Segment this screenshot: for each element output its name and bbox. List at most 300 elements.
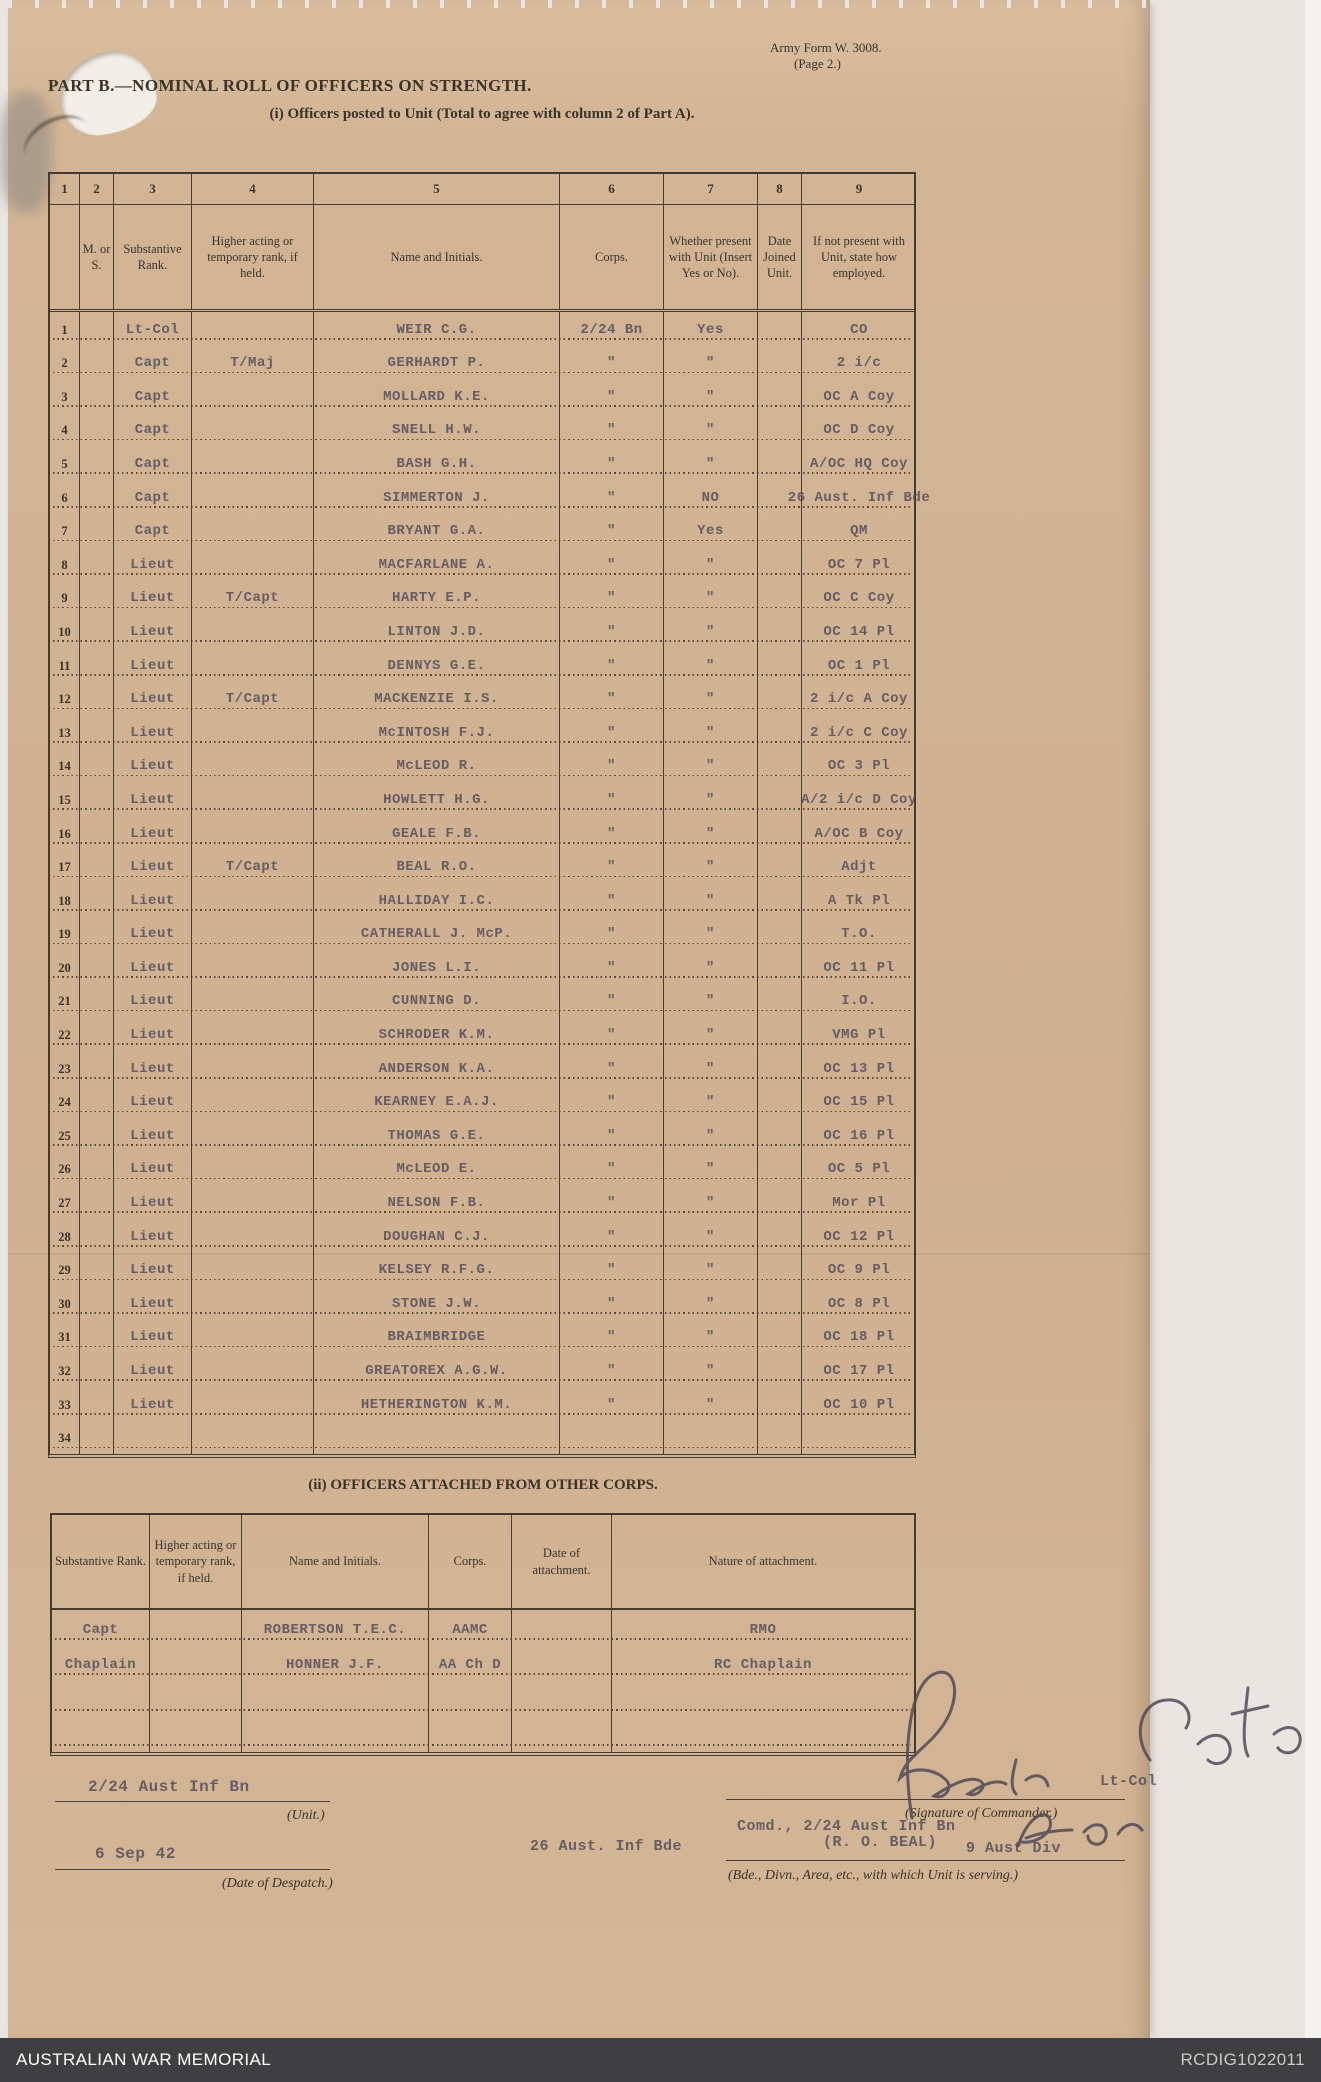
- officer-row: [50, 312, 914, 346]
- signature-rank: Lt-Col: [1100, 1773, 1158, 1790]
- cell-higher-rank: [192, 514, 314, 548]
- cell-how-employed: A Tk Pl: [827, 892, 891, 909]
- row-number: 34: [50, 1421, 80, 1455]
- cell-rank: [114, 1421, 192, 1455]
- cell-corps: AA Ch D: [429, 1646, 512, 1682]
- cell-higher-rank: [192, 917, 314, 951]
- cell-higher-rank: [192, 1387, 314, 1421]
- cell-rank: Lieut: [114, 1185, 192, 1219]
- header-row: [52, 1515, 914, 1610]
- cell-rank: Lieut: [114, 547, 192, 581]
- cell-date-joined: [758, 1353, 802, 1387]
- cell-date-joined: [758, 1387, 802, 1421]
- cell-corps: ": [560, 1051, 664, 1085]
- header-date-attachment: Date of attachment.: [512, 1515, 612, 1608]
- row-number: 32: [50, 1353, 80, 1387]
- cell-m-or-s: [80, 950, 114, 984]
- officer-row: [50, 883, 914, 917]
- cell-corps: ": [560, 917, 664, 951]
- cell-m-or-s: [80, 984, 114, 1018]
- row-number: 26: [50, 1152, 80, 1186]
- cell-higher-rank: [150, 1646, 242, 1682]
- cell-higher-rank: [192, 950, 314, 984]
- cell-m-or-s: [80, 413, 114, 447]
- cell-m-or-s: [80, 346, 114, 380]
- cell-rank: Lieut: [114, 950, 192, 984]
- cell-how-employed: OC 9 Pl: [827, 1262, 891, 1279]
- cell-rank: Lieut: [114, 614, 192, 648]
- officer-row: [50, 480, 931, 514]
- cell-date-joined: [758, 446, 802, 480]
- cell-higher-rank: T/Capt: [192, 682, 314, 716]
- attached-officer-row: [52, 1681, 914, 1717]
- cell-present: ": [664, 1320, 758, 1354]
- cell-nature-attachment: RMO: [749, 1621, 777, 1638]
- cell-date-joined: [758, 1152, 802, 1186]
- cell-how-employed: 2 i/c: [836, 355, 882, 372]
- row-number: 25: [50, 1118, 80, 1152]
- cell-name: CATHERALL J. McP.: [314, 917, 560, 951]
- cell-corps: ": [560, 379, 664, 413]
- cell-higher-rank: [150, 1681, 242, 1717]
- cell-present: ": [664, 749, 758, 783]
- unit-value: 2/24 Aust Inf Bn: [88, 1778, 250, 1796]
- cell-present: ": [664, 1286, 758, 1320]
- cell-present: ": [664, 883, 758, 917]
- cell-date-joined: [758, 1253, 802, 1287]
- cell-m-or-s: [80, 1118, 114, 1152]
- cell-name: CUNNING D.: [314, 984, 560, 1018]
- cell-how-employed: OC A Coy: [823, 388, 895, 405]
- cell-name: WEIR C.G.: [314, 312, 560, 346]
- row-number: 28: [50, 1219, 80, 1253]
- cell-date-joined: [758, 1051, 802, 1085]
- header-name: Name and Initials.: [314, 205, 560, 309]
- cell-corps: ": [560, 1320, 664, 1354]
- cell-how-employed: QM: [850, 523, 868, 540]
- cell-present: ": [664, 346, 758, 380]
- cell-name: BRAIMBRIDGE: [314, 1320, 560, 1354]
- cell-date-joined: [758, 1421, 802, 1455]
- cell-rank: Chaplain: [52, 1646, 150, 1682]
- cell-name: BRYANT G.A.: [314, 514, 560, 548]
- cell-rank: Capt: [114, 413, 192, 447]
- officer-row: [50, 1152, 914, 1186]
- officers-posted-table: [48, 172, 931, 1458]
- cell-rank: Lieut: [114, 648, 192, 682]
- cell-corps: [429, 1717, 512, 1753]
- cell-rank: Capt: [114, 480, 192, 514]
- cell-m-or-s: [80, 1253, 114, 1287]
- header-nature-attachment: Nature of attachment.: [708, 1554, 818, 1569]
- cell-present: ": [664, 715, 758, 749]
- officer-row: [50, 648, 914, 682]
- cell-rank: Lieut: [114, 581, 192, 615]
- cell-date-joined: [758, 715, 802, 749]
- cell-rank: Lieut: [114, 682, 192, 716]
- header-row: [50, 205, 914, 312]
- officer-row: [50, 346, 914, 380]
- col-num: 8: [758, 174, 802, 204]
- signature-line: [726, 1799, 1125, 1800]
- header-corps: Corps.: [429, 1515, 512, 1608]
- cell-name: MOLLARD K.E.: [314, 379, 560, 413]
- cell-m-or-s: [80, 883, 114, 917]
- cell-higher-rank: [192, 379, 314, 413]
- cell-rank: Lieut: [114, 1085, 192, 1119]
- cell-how-employed: OC 10 Pl: [823, 1396, 895, 1413]
- cell-m-or-s: [80, 1421, 114, 1455]
- officer-row: [50, 1219, 914, 1253]
- cell-higher-rank: [192, 614, 314, 648]
- cell-how-employed: Adjt: [841, 859, 877, 876]
- officer-row: [50, 1185, 914, 1219]
- cell-rank: Lieut: [114, 984, 192, 1018]
- cell-m-or-s: [80, 1387, 114, 1421]
- cell-m-or-s: [80, 514, 114, 548]
- officer-row: [50, 749, 914, 783]
- cell-how-employed: A/OC HQ Coy: [810, 455, 908, 472]
- cell-present: ": [664, 1085, 758, 1119]
- cell-m-or-s: [80, 581, 114, 615]
- officer-row: [50, 581, 914, 615]
- cell-rank: Capt: [52, 1610, 150, 1646]
- cell-corps: 2/24 Bn: [560, 312, 664, 346]
- cell-corps: ": [560, 547, 664, 581]
- cell-present: ": [664, 782, 758, 816]
- cell-how-employed: OC D Coy: [823, 422, 895, 439]
- cell-how-employed: 2 i/c C Coy: [810, 724, 908, 741]
- cell-rank: [52, 1681, 150, 1717]
- col-num: 3: [114, 174, 192, 204]
- cell-higher-rank: [192, 1421, 314, 1455]
- header-serial: [50, 205, 80, 309]
- cell-corps: ": [560, 1286, 664, 1320]
- officer-row: [50, 1387, 914, 1421]
- cell-higher-rank: [192, 547, 314, 581]
- comd-line2: (R. O. BEAL): [823, 1834, 938, 1851]
- cell-date-joined: [758, 1085, 802, 1119]
- attached-officer-row: [52, 1610, 914, 1646]
- form-number: Army Form W. 3008.: [770, 40, 882, 55]
- row-number: 3: [50, 379, 80, 413]
- cell-name: ROBERTSON T.E.C.: [242, 1610, 429, 1646]
- cell-corps: ": [560, 1253, 664, 1287]
- row-number: 24: [50, 1085, 80, 1119]
- cell-date-joined: [758, 346, 802, 380]
- cell-m-or-s: [80, 379, 114, 413]
- cell-higher-rank: [192, 1353, 314, 1387]
- attached-officer-row: [52, 1646, 914, 1682]
- cell-date-joined: [758, 749, 802, 783]
- cell-higher-rank: [192, 883, 314, 917]
- cell-nature-attachment: RC Chaplain: [714, 1657, 812, 1673]
- cell-rank: Lieut: [114, 1219, 192, 1253]
- cell-how-employed: A/OC B Coy: [814, 825, 904, 842]
- row-number: 10: [50, 614, 80, 648]
- cell-name: [242, 1681, 429, 1717]
- cell-name: HONNER J.F.: [242, 1646, 429, 1682]
- row-number: 19: [50, 917, 80, 951]
- cell-present: ": [664, 1353, 758, 1387]
- cell-corps: ": [560, 850, 664, 884]
- cell-name: [242, 1717, 429, 1753]
- cell-rank: Lieut: [114, 749, 192, 783]
- cell-present: ": [664, 648, 758, 682]
- cell-higher-rank: T/Maj: [192, 346, 314, 380]
- row-number: 18: [50, 883, 80, 917]
- cell-rank: Lieut: [114, 782, 192, 816]
- cell-name: HOWLETT H.G.: [314, 782, 560, 816]
- cell-how-employed: OC 12 Pl: [823, 1228, 895, 1245]
- cell-corps: ": [560, 1219, 664, 1253]
- cell-rank: Lieut: [114, 816, 192, 850]
- cell-corps: ": [560, 1353, 664, 1387]
- cell-present: ": [664, 614, 758, 648]
- cell-corps: ": [560, 1152, 664, 1186]
- cell-higher-rank: [192, 816, 314, 850]
- cell-m-or-s: [80, 850, 114, 884]
- officer-row: [50, 446, 914, 480]
- cell-present: ": [664, 581, 758, 615]
- cell-name: DENNYS G.E.: [314, 648, 560, 682]
- cell-date-joined: [758, 950, 802, 984]
- cell-present: ": [664, 917, 758, 951]
- cell-present: [664, 1421, 758, 1455]
- cell-name: MACFARLANE A.: [314, 547, 560, 581]
- row-number: 27: [50, 1185, 80, 1219]
- archive-name: AUSTRALIAN WAR MEMORIAL: [16, 2050, 272, 2069]
- officer-row: [50, 984, 914, 1018]
- header-higher-rank: Higher acting or temporary rank, if held.: [192, 205, 314, 309]
- cell-rank: Capt: [114, 514, 192, 548]
- serving-label: (Bde., Divn., Area, etc., with which Unit is serving.): [728, 1868, 1019, 1883]
- despatch-date-label: (Date of Despatch.): [222, 1876, 333, 1891]
- cell-how-employed: 2 i/c A Coy: [810, 691, 908, 708]
- officer-row: [50, 1286, 914, 1320]
- cell-present: ": [664, 547, 758, 581]
- officer-row: [50, 1118, 914, 1152]
- cell-name: GREATOREX A.G.W.: [314, 1353, 560, 1387]
- cell-date-joined: [758, 379, 802, 413]
- cell-m-or-s: [80, 1017, 114, 1051]
- row-number: 31: [50, 1320, 80, 1354]
- cell-date-joined: [758, 1320, 802, 1354]
- cell-present: ": [664, 1219, 758, 1253]
- despatch-date-line: [55, 1869, 330, 1870]
- officer-row: [50, 1017, 914, 1051]
- cell-higher-rank: [192, 1017, 314, 1051]
- row-number: 11: [50, 648, 80, 682]
- cell-present: ": [664, 1253, 758, 1287]
- record-id: RCDIG1022011: [1180, 2050, 1305, 2069]
- cell-name: KELSEY R.F.G.: [314, 1253, 560, 1287]
- row-number: 13: [50, 715, 80, 749]
- cell-higher-rank: [192, 715, 314, 749]
- cell-corps: ": [560, 1085, 664, 1119]
- cell-corps: ": [560, 782, 664, 816]
- col-num: 1: [50, 174, 80, 204]
- cell-how-employed: OC 1 Pl: [827, 657, 891, 674]
- cell-how-employed: A/2 i/c D Coy: [801, 791, 917, 808]
- row-number: 17: [50, 850, 80, 884]
- cell-how-employed: OC C Coy: [823, 590, 895, 607]
- header-substantive-rank: Substantive Rank.: [52, 1515, 150, 1608]
- attached-officer-row: [52, 1717, 914, 1753]
- cell-rank: Lieut: [114, 1320, 192, 1354]
- col-num: 9: [855, 181, 863, 196]
- form-reference: [770, 40, 920, 73]
- row-number: 8: [50, 547, 80, 581]
- cell-date-joined: [758, 1017, 802, 1051]
- row-number: 15: [50, 782, 80, 816]
- cell-corps: ": [560, 581, 664, 615]
- officer-row: [50, 950, 914, 984]
- cell-present: NO: [664, 480, 758, 514]
- cell-how-employed: OC 17 Pl: [823, 1363, 895, 1379]
- cell-how-employed: Mor Pl: [832, 1195, 886, 1212]
- row-number: 7: [50, 514, 80, 548]
- cell-date-joined: [758, 413, 802, 447]
- cell-date-joined: [758, 883, 802, 917]
- cell-m-or-s: [80, 1320, 114, 1354]
- cell-higher-rank: [192, 782, 314, 816]
- cell-corps: ": [560, 1185, 664, 1219]
- cell-present: Yes: [664, 312, 758, 346]
- cell-corps: ": [560, 749, 664, 783]
- officer-row: [50, 782, 917, 816]
- row-number: 20: [50, 950, 80, 984]
- cell-corps: ": [560, 480, 664, 514]
- cell-how-employed: OC 13 Pl: [823, 1060, 895, 1077]
- cell-name: GEALE F.B.: [314, 816, 560, 850]
- cell-higher-rank: T/Capt: [192, 850, 314, 884]
- cell-date-joined: [758, 850, 802, 884]
- cell-higher-rank: [192, 1253, 314, 1287]
- cell-how-employed: OC 11 Pl: [823, 959, 895, 976]
- cell-corps: ": [560, 648, 664, 682]
- cell-date-joined: [758, 782, 802, 816]
- cell-higher-rank: [192, 413, 314, 447]
- perforated-edge: [8, 0, 1150, 8]
- cell-date-joined: [758, 1286, 802, 1320]
- row-number: 1: [50, 312, 80, 346]
- cell-higher-rank: [192, 648, 314, 682]
- viewer-footer-bar: [0, 2038, 1321, 2082]
- cell-how-employed: OC 14 Pl: [823, 623, 895, 640]
- cell-higher-rank: [192, 984, 314, 1018]
- cell-date-attachment: [512, 1681, 612, 1717]
- cell-name: ANDERSON K.A.: [314, 1051, 560, 1085]
- cell-rank: Lieut: [114, 883, 192, 917]
- cell-higher-rank: [192, 1051, 314, 1085]
- officer-row: [50, 547, 914, 581]
- cell-higher-rank: [192, 480, 314, 514]
- cell-m-or-s: [80, 1085, 114, 1119]
- header-corps: Corps.: [560, 205, 664, 309]
- cell-present: ": [664, 950, 758, 984]
- cell-corps: ": [560, 715, 664, 749]
- cell-present: ": [664, 379, 758, 413]
- col-num: 7: [664, 174, 758, 204]
- cell-rank: Lieut: [114, 715, 192, 749]
- cell-date-joined: [758, 682, 802, 716]
- col-num: 4: [192, 174, 314, 204]
- cell-date-joined: [758, 581, 802, 615]
- cell-higher-rank: [192, 1286, 314, 1320]
- officer-row: [50, 1421, 914, 1455]
- cell-m-or-s: [80, 480, 114, 514]
- officer-row: [50, 379, 914, 413]
- cell-date-joined: [758, 648, 802, 682]
- cell-higher-rank: [150, 1717, 242, 1753]
- cell-how-employed: T.O.: [841, 926, 877, 943]
- officer-row: [50, 1353, 914, 1387]
- cell-how-employed: OC 16 Pl: [823, 1127, 895, 1144]
- row-number: 5: [50, 446, 80, 480]
- cell-rank: [52, 1717, 150, 1753]
- officer-row: [50, 715, 914, 749]
- serving-left: 26 Aust. Inf Bde: [530, 1838, 683, 1855]
- col-num: 2: [80, 174, 114, 204]
- cell-corps: ": [560, 1387, 664, 1421]
- cell-higher-rank: [192, 1320, 314, 1354]
- officer-row: [50, 1253, 914, 1287]
- cell-name: [314, 1421, 560, 1455]
- cell-corps: ": [560, 413, 664, 447]
- cell-how-employed: VMG Pl: [832, 1027, 886, 1044]
- cell-rank: Capt: [114, 446, 192, 480]
- cell-corps: ": [560, 1118, 664, 1152]
- cell-date-joined: [758, 816, 802, 850]
- row-number: 6: [50, 480, 80, 514]
- cell-m-or-s: [80, 1219, 114, 1253]
- col-num: 6: [560, 174, 664, 204]
- cell-corps: ": [560, 1017, 664, 1051]
- row-number: 22: [50, 1017, 80, 1051]
- cell-date-joined: [758, 1185, 802, 1219]
- col-num: 5: [314, 174, 560, 204]
- cell-m-or-s: [80, 1353, 114, 1387]
- cell-name: McLEOD R.: [314, 749, 560, 783]
- cell-date-joined: [758, 614, 802, 648]
- cell-rank: Lieut: [114, 1051, 192, 1085]
- officer-row: [50, 1085, 914, 1119]
- officer-row: [50, 917, 914, 951]
- cell-m-or-s: [80, 749, 114, 783]
- cell-higher-rank: [192, 312, 314, 346]
- cell-m-or-s: [80, 1051, 114, 1085]
- cell-how-employed: 26 Aust. Inf Bde: [787, 489, 931, 506]
- cell-rank: Lt-Col: [114, 312, 192, 346]
- cell-name: NELSON F.B.: [314, 1185, 560, 1219]
- officer-row: [50, 816, 914, 850]
- cell-name: MACKENZIE I.S.: [314, 682, 560, 716]
- cell-rank: Lieut: [114, 1152, 192, 1186]
- cell-corps: ": [560, 514, 664, 548]
- cell-date-joined: [758, 547, 802, 581]
- row-number: 30: [50, 1286, 80, 1320]
- cell-name: SCHRODER K.M.: [314, 1017, 560, 1051]
- officer-row: [50, 413, 914, 447]
- cell-name: HARTY E.P.: [314, 581, 560, 615]
- cell-higher-rank: [192, 446, 314, 480]
- cell-corps: ": [560, 883, 664, 917]
- cell-name: BEAL R.O.: [314, 850, 560, 884]
- cell-higher-rank: [192, 1118, 314, 1152]
- header-substantive-rank: Substantive Rank.: [114, 205, 192, 309]
- cell-corps: [429, 1681, 512, 1717]
